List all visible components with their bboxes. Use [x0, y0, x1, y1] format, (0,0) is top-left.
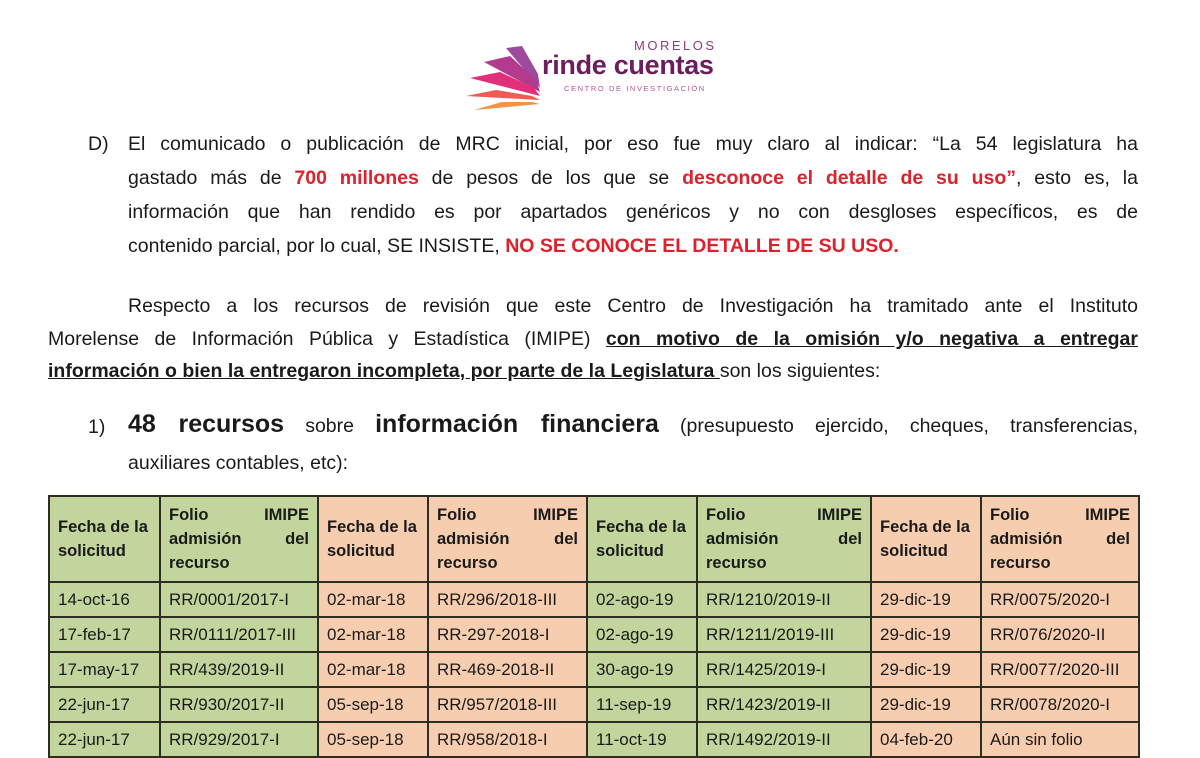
cell-folio: RR/0077/2020-III — [981, 652, 1139, 687]
table-row — [49, 652, 1139, 687]
logo-rinde-cuentas-text: rinde cuentas — [542, 50, 714, 80]
header-folio: Folio IMIPE admisión del recurso — [428, 496, 587, 582]
morelos-rinde-cuentas-logo — [466, 38, 726, 118]
cell-folio: RR/0001/2017-I — [160, 582, 318, 617]
cell-folio: RR/0078/2020-I — [981, 687, 1139, 722]
cell-folio: RR-297-2018-I — [428, 617, 587, 652]
cell-folio: RR/0075/2020-I — [981, 582, 1139, 617]
cell-folio: RR/957/2018-III — [428, 687, 587, 722]
cell-folio: RR/929/2017-I — [160, 722, 318, 757]
cell-folio: RR/958/2018-I — [428, 722, 587, 757]
item-1-line-1 — [128, 407, 1138, 443]
underlined-text: información o bien la entregaron incompleta, por parte de la Legislatura — [48, 360, 720, 382]
table-row — [49, 687, 1139, 722]
recursos-table — [48, 495, 1140, 758]
cell-folio: RR/439/2019-II — [160, 652, 318, 687]
header-folio: Folio IMIPE admisión del recurso — [160, 496, 318, 582]
recursos-count: 48 recursos — [128, 410, 285, 438]
table-row — [49, 582, 1139, 617]
paragraph-d-line-2 — [128, 161, 1138, 195]
item-1-number: 1) — [88, 416, 106, 438]
paragraph-2-line-3 — [48, 354, 1138, 388]
highlight-desconoce: desconoce el detalle de su uso” — [682, 167, 1017, 189]
text: Morelense de Información Pública y Estadística (IMIPE) — [48, 328, 606, 350]
header-fecha: Fecha de la solicitud — [587, 496, 697, 582]
cell-fecha: 02-mar-18 — [318, 617, 428, 652]
text: de pesos de los que se — [418, 167, 683, 189]
paragraph-d-line-1: El comunicado o publicación de MRC inicial, por eso fue muy claro al indicar: “La 54 legislatura ha — [128, 133, 1138, 155]
cell-fecha: 29-dic-19 — [871, 582, 981, 617]
cell-fecha: 29-dic-19 — [871, 617, 981, 652]
cell-folio: Aún sin folio — [981, 722, 1139, 757]
header-fecha: Fecha de la solicitud — [871, 496, 981, 582]
cell-fecha: 29-dic-19 — [871, 652, 981, 687]
cell-folio: RR/930/2017-II — [160, 687, 318, 722]
cell-fecha: 14-oct-16 — [49, 582, 160, 617]
item-1-line-2: auxiliares contables, etc): — [128, 452, 349, 474]
cell-folio: RR/1423/2019-II — [697, 687, 871, 722]
text: son los siguientes: — [719, 360, 881, 382]
leaf-fan-icon — [466, 44, 546, 116]
informacion-financiera: información financiera — [375, 410, 659, 438]
cell-folio: RR/1492/2019-II — [697, 722, 871, 757]
paragraph-2-line-2 — [48, 322, 1138, 356]
text: , esto es, la — [1016, 167, 1138, 189]
cell-fecha: 02-ago-19 — [587, 582, 697, 617]
header-fecha: Fecha de la solicitud — [49, 496, 160, 582]
cell-folio: RR/1210/2019-II — [697, 582, 871, 617]
cell-folio: RR/0111/2017-III — [160, 617, 318, 652]
table-row — [49, 722, 1139, 757]
cell-fecha: 17-feb-17 — [49, 617, 160, 652]
cell-fecha: 17-may-17 — [49, 652, 160, 687]
cell-fecha: 02-ago-19 — [587, 617, 697, 652]
cell-fecha: 22-jun-17 — [49, 722, 160, 757]
paragraph-d-line-3: información que han rendido es por apartados genéricos y no con desgloses específicos, es de — [128, 201, 1138, 223]
cell-fecha: 02-mar-18 — [318, 652, 428, 687]
cell-fecha: 11-oct-19 — [587, 722, 697, 757]
cell-fecha: 22-jun-17 — [49, 687, 160, 722]
cell-fecha: 30-ago-19 — [587, 652, 697, 687]
header-folio: Folio IMIPE admisión del recurso — [981, 496, 1139, 582]
text: (presupuesto ejercido, cheques, transferencias, — [658, 415, 1138, 437]
highlight-700-millones: 700 millones — [294, 167, 419, 189]
header-folio: Folio IMIPE admisión del recurso — [697, 496, 871, 582]
cell-fecha: 04-feb-20 — [871, 722, 981, 757]
paragraph-d-line-4 — [128, 229, 1138, 263]
paragraph-2-line-1: Respecto a los recursos de revisión que este Centro de Investigación ha tramitado ante el Instituto — [128, 295, 1138, 317]
cell-folio: RR/1425/2019-I — [697, 652, 871, 687]
underlined-text: con motivo de la omisión y/o negativa a entregar — [605, 328, 1138, 350]
paragraph-d-label: D) — [88, 133, 109, 155]
text: gastado más de — [128, 167, 295, 189]
logo-centro-text: CENTRO DE INVESTIGACIÓN — [564, 84, 706, 93]
table-row — [49, 617, 1139, 652]
cell-fecha: 11-sep-19 — [587, 687, 697, 722]
text: contenido parcial, por lo cual, SE INSISTE, — [128, 235, 506, 257]
logo-morelos-text: MORELOS — [634, 38, 717, 53]
text: sobre — [284, 415, 376, 437]
cell-folio: RR/296/2018-III — [428, 582, 587, 617]
cell-fecha: 02-mar-18 — [318, 582, 428, 617]
cell-folio: RR-469-2018-II — [428, 652, 587, 687]
cell-fecha: 05-sep-18 — [318, 687, 428, 722]
cell-folio: RR/1211/2019-III — [697, 617, 871, 652]
highlight-no-se-conoce: NO SE CONOCE EL DETALLE DE SU USO. — [505, 235, 899, 257]
header-fecha: Fecha de la solicitud — [318, 496, 428, 582]
table-header-row — [49, 496, 1139, 582]
cell-fecha: 29-dic-19 — [871, 687, 981, 722]
cell-folio: RR/076/2020-II — [981, 617, 1139, 652]
cell-fecha: 05-sep-18 — [318, 722, 428, 757]
